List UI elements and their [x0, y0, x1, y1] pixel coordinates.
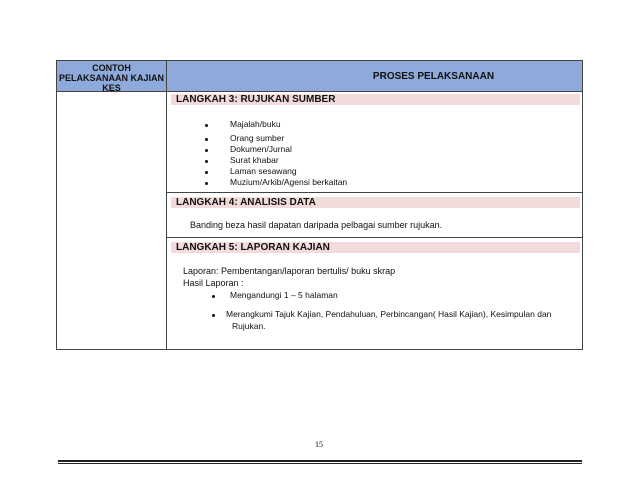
table-cell-left: [56, 91, 167, 350]
step3-heading: [171, 94, 580, 105]
step3-heading-text: LANGKAH 3: RUJUKAN SUMBER: [176, 94, 336, 105]
bullet-icon: [205, 124, 208, 127]
bullet-icon: [205, 182, 208, 185]
step5-bullet-2-line-2: Rujukan.: [232, 321, 266, 331]
bullet-icon: [212, 295, 215, 298]
bullet-icon: [205, 171, 208, 174]
bullet-icon: [205, 160, 208, 163]
header-left-line-2: PELAKSANAAN KAJIAN: [58, 73, 164, 83]
step3-item-3: Dokumen/Jurnal: [230, 144, 292, 154]
header-left-line-3: KES: [102, 83, 121, 93]
table-header-proses: PROSES PELAKSANAAN: [166, 60, 583, 92]
step5-heading: [171, 242, 580, 253]
step5-bullet-2-line-1: Merangkumi Tajuk Kajian, Pendahuluan, Perbincangan( Hasil Kajian), Kesimpulan dan: [226, 309, 552, 319]
step3-item-4: Surat khabar: [230, 155, 279, 165]
step5-line-2: Hasil Laporan :: [183, 278, 244, 288]
step5-line-1: Laporan: Pembentangan/laporan bertulis/ buku skrap: [183, 266, 396, 276]
step4-heading-text: LANGKAH 4: ANALISIS DATA: [176, 197, 316, 208]
bullet-icon: [205, 138, 208, 141]
step3-item-2: Orang sumber: [230, 133, 285, 143]
divider: [167, 192, 582, 193]
page-number: 15: [315, 440, 323, 449]
step4-text: Banding beza hasil dapatan daripada pelbagai sumber rujukan.: [190, 220, 443, 230]
footer-rule-thin: [58, 463, 582, 464]
divider: [167, 237, 582, 238]
step3-item-5: Laman sesawang: [230, 166, 297, 176]
step5-heading-text: LANGKAH 5: LAPORAN KAJIAN: [176, 242, 330, 253]
table-header-contoh: [56, 60, 167, 92]
header-left-line-1: CONTOH: [92, 63, 131, 73]
step3-item-1: Majalah/buku: [230, 119, 281, 129]
step3-item-6: Muzium/Arkib/Agensi berkaitan: [230, 177, 348, 187]
bullet-icon: [205, 149, 208, 152]
step4-heading: [171, 197, 580, 208]
step5-bullet-1: Mengandungi 1 – 5 halaman: [230, 290, 338, 300]
bullet-icon: [212, 314, 215, 317]
footer-rule: [58, 460, 582, 462]
